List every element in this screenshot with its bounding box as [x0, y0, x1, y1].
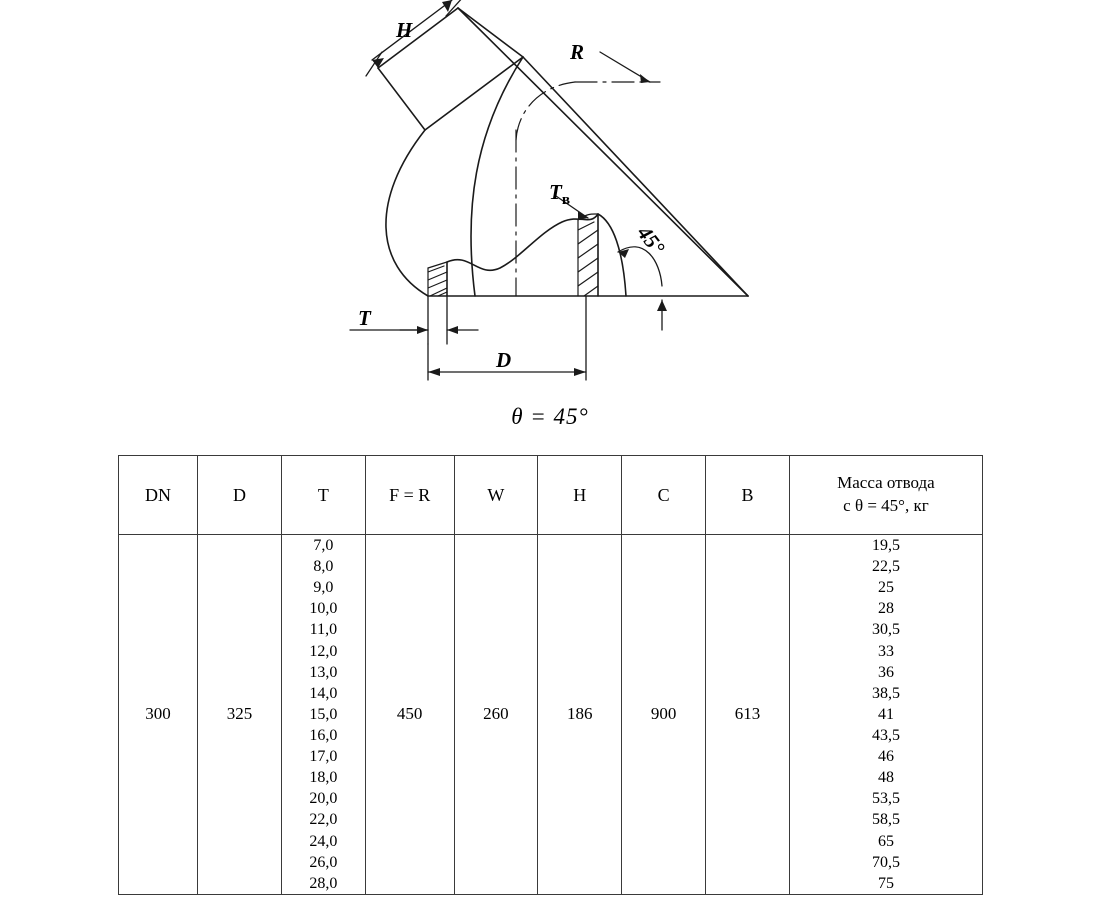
- stack-value: 53,5: [871, 790, 900, 808]
- stack-value: 18,0: [309, 769, 338, 787]
- cell-f-r: 450: [365, 535, 454, 895]
- construction-line-inner: [523, 57, 748, 296]
- stack-value: 22,0: [309, 811, 338, 829]
- label-t: T: [358, 306, 371, 330]
- outer-curve: [386, 130, 428, 296]
- mass-value-stack: [790, 535, 982, 894]
- elbow-technical-drawing: [0, 0, 1100, 440]
- label-tb: [549, 180, 570, 209]
- t-value-stack: [282, 535, 365, 894]
- label-angle-45: 45°: [632, 221, 670, 260]
- hatch-left: [428, 262, 447, 296]
- cell-w: 260: [454, 535, 538, 895]
- stack-value: 19,5: [871, 537, 900, 554]
- elbow-drawing-svg: [0, 0, 1100, 440]
- stack-value: 8,0: [313, 558, 334, 576]
- h-dimension: [366, 0, 464, 76]
- specification-table: [118, 455, 983, 895]
- stack-value: 24,0: [309, 832, 338, 850]
- stack-value: 58,5: [871, 811, 900, 829]
- header-dn: DN: [119, 456, 198, 535]
- stack-value: 28,0: [309, 874, 338, 892]
- r-dimension: [600, 52, 650, 83]
- stack-value: 13,0: [309, 663, 338, 681]
- stack-value: 22,5: [871, 558, 900, 576]
- centre-axis: [516, 82, 660, 296]
- cell-h: 186: [538, 535, 622, 895]
- header-b: B: [706, 456, 790, 535]
- stack-value: 7,0: [313, 537, 334, 554]
- label-h: H: [396, 18, 413, 42]
- stack-value: 14,0: [309, 684, 338, 702]
- stack-value: 10,0: [309, 600, 338, 618]
- mid-curve: [471, 57, 523, 296]
- header-d: D: [198, 456, 282, 535]
- bore-profile-curve: [447, 214, 598, 270]
- inlet-inner-edge-top: [425, 57, 523, 130]
- stack-value: 46: [877, 748, 894, 766]
- stack-value: 48: [877, 769, 894, 787]
- stack-value: 20,0: [309, 790, 338, 808]
- label-r: R: [570, 40, 585, 64]
- header-mass: [789, 456, 982, 535]
- cell-b: 613: [706, 535, 790, 895]
- stack-value: 26,0: [309, 853, 338, 871]
- inlet-end-face-outer: [458, 8, 523, 57]
- table-row: [119, 535, 983, 895]
- stack-value: 12,0: [309, 642, 338, 660]
- header-c: C: [622, 456, 706, 535]
- inlet-end-face: [378, 68, 425, 130]
- stack-value: 38,5: [871, 684, 900, 702]
- stack-value: 17,0: [309, 748, 338, 766]
- table-body: [119, 535, 983, 895]
- stack-value: 36: [877, 663, 894, 681]
- theta-caption: θ = 45°: [511, 404, 589, 429]
- cell-t-values: [281, 535, 365, 895]
- cell-dn: 300: [119, 535, 198, 895]
- header-f-r: F = R: [365, 456, 454, 535]
- specification-table-wrapper: [118, 455, 983, 895]
- stack-value: 41: [877, 705, 894, 723]
- cell-d: 325: [198, 535, 282, 895]
- label-tb-letter: T: [549, 180, 562, 204]
- header-t: T: [281, 456, 365, 535]
- stack-value: 15,0: [309, 705, 338, 723]
- table-header: [119, 456, 983, 535]
- stack-value: 65: [877, 832, 894, 850]
- stack-value: 9,0: [313, 579, 334, 597]
- header-mass-line1: Масса отвода: [837, 473, 935, 493]
- stack-value: 30,5: [871, 621, 900, 639]
- stack-value: 11,0: [309, 621, 338, 639]
- stack-value: 70,5: [871, 853, 900, 871]
- cell-c: 900: [622, 535, 706, 895]
- stack-value: 25: [877, 579, 894, 597]
- header-h: H: [538, 456, 622, 535]
- stack-value: 16,0: [309, 726, 338, 744]
- table-header-row: [119, 456, 983, 535]
- inlet-outer-edge-top: [378, 8, 458, 68]
- stack-value: 33: [877, 642, 894, 660]
- stack-value: 28: [877, 600, 894, 618]
- hatch-right: [578, 214, 598, 296]
- label-d: D: [496, 348, 512, 372]
- header-w: W: [454, 456, 538, 535]
- stack-value: 43,5: [871, 726, 900, 744]
- stack-value: 75: [877, 874, 894, 892]
- construction-line-upper: [458, 8, 748, 296]
- cell-mass-values: [789, 535, 982, 895]
- header-mass-line2: с θ = 45°, кг: [843, 496, 929, 515]
- label-tb-subscript: в: [561, 192, 570, 209]
